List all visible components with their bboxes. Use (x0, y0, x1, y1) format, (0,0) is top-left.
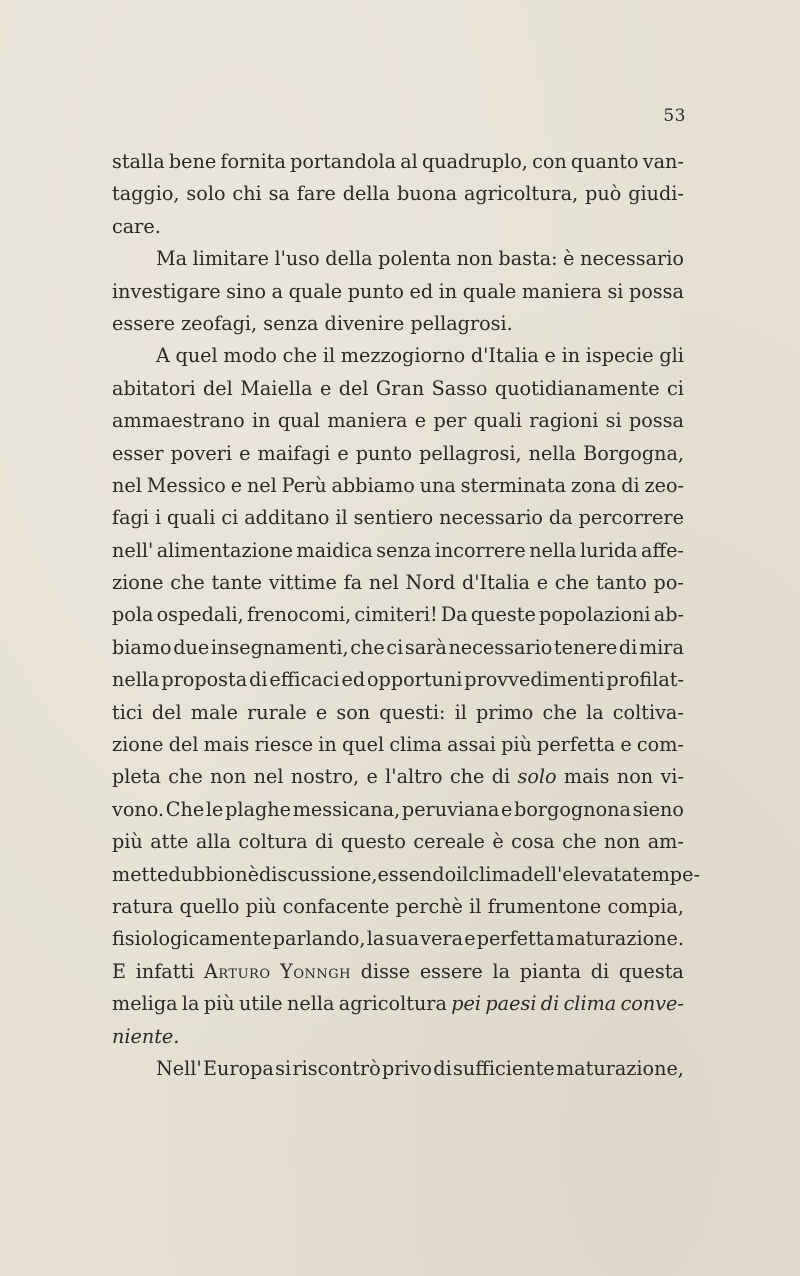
word: e (464, 927, 476, 951)
text-line (112, 794, 684, 826)
word: Da (440, 603, 468, 627)
word: zeo- (644, 473, 684, 497)
word: perfetta (476, 927, 555, 951)
word: frenocomi, (246, 603, 352, 627)
word: che (282, 344, 318, 368)
word: cosa (511, 830, 555, 854)
word: male (190, 700, 238, 724)
word: e (544, 344, 556, 368)
word: affe- (641, 538, 684, 562)
word: i (154, 506, 162, 530)
word: quali (473, 409, 522, 433)
text-line (112, 1021, 684, 1053)
word: questa (618, 959, 684, 983)
word: e (337, 441, 349, 465)
word: tempe- (632, 862, 700, 886)
word: ospedali, (156, 603, 244, 627)
text-line (112, 308, 684, 340)
word: provvedimenti (464, 668, 605, 692)
word: in (252, 409, 271, 433)
word: al (400, 150, 418, 173)
word: riscontrò (292, 1056, 381, 1080)
word: quadruplo, (421, 150, 528, 173)
word: quel (341, 733, 385, 757)
word: stalla (112, 150, 165, 173)
word: zione (112, 733, 164, 757)
word: e (414, 409, 427, 433)
word: esser (112, 441, 164, 465)
word: parlando, (272, 927, 366, 951)
text-line (112, 470, 684, 502)
word: confacente (282, 894, 390, 918)
word: essere (112, 311, 175, 335)
word: maidica (296, 538, 373, 562)
word: maniera (521, 279, 602, 303)
word: senza (376, 538, 432, 562)
word: in (561, 344, 581, 368)
word: E (112, 959, 127, 983)
word: il (456, 862, 469, 886)
text-line (112, 859, 700, 891)
word: Messico (146, 473, 226, 497)
word: perfetta (537, 733, 616, 757)
word: fagi (112, 506, 149, 530)
word: non (456, 247, 493, 271)
word: l'altro (385, 765, 443, 789)
word: nel (253, 765, 284, 789)
word: sentiero (353, 506, 434, 530)
word: rurale (247, 700, 307, 724)
word: che (168, 765, 203, 789)
word: mais (563, 765, 610, 789)
word: bene (168, 150, 217, 173)
word: proposta (161, 668, 248, 692)
word: fa (343, 571, 363, 595)
word: Arturo (203, 959, 271, 983)
word: che (350, 635, 385, 659)
word: è (492, 830, 504, 854)
word: fare (296, 182, 336, 206)
text-line (112, 373, 684, 405)
word: Nell' (156, 1056, 202, 1080)
word: nel (112, 473, 142, 497)
word: zeofagi, (181, 311, 258, 335)
word: biamo (112, 635, 172, 659)
word: abbiamo (331, 473, 415, 497)
word: additano (244, 506, 330, 530)
word: efficaci (269, 668, 340, 692)
word: limitare (192, 247, 269, 271)
word: qual (277, 409, 321, 433)
word: il (469, 894, 482, 918)
word: e (230, 473, 243, 497)
word: nell' (112, 538, 154, 562)
text-line (112, 243, 684, 275)
word: nella (528, 441, 577, 465)
word: e (366, 765, 378, 789)
word: di (621, 473, 640, 497)
word: coltura (238, 830, 308, 854)
word: elevata (562, 862, 633, 886)
word: di (433, 1056, 452, 1080)
word: dubbio (168, 862, 236, 886)
word: Perù (281, 473, 327, 497)
word: possa (628, 409, 684, 433)
word: ratura (112, 894, 174, 918)
word: vi- (660, 765, 684, 789)
word: pianta (519, 959, 582, 983)
word: portandola (290, 150, 397, 173)
text-line (112, 632, 684, 664)
word: riesce (254, 733, 314, 757)
word: il (322, 344, 336, 368)
word: ed (341, 668, 366, 692)
word: investigare (112, 279, 221, 303)
word: agricoltura, (463, 182, 579, 206)
word: quotidianamente (494, 376, 660, 400)
text-line (112, 535, 684, 567)
word: po- (653, 571, 684, 595)
word: polenta (378, 247, 452, 271)
word: questo (340, 830, 406, 854)
word: privo (382, 1056, 432, 1080)
word: che (449, 765, 485, 789)
word: sua (385, 927, 420, 951)
text-line (112, 340, 684, 372)
word: coltiva- (612, 700, 684, 724)
word: senza (263, 311, 319, 335)
word: am- (647, 830, 684, 854)
word: paesi (485, 992, 537, 1016)
word: Ma (156, 247, 188, 271)
text-line (112, 988, 684, 1020)
word: essendo (377, 862, 457, 886)
word: discussione, (258, 862, 378, 886)
word: Nord (405, 571, 456, 595)
word: di (249, 668, 268, 692)
word: che (542, 700, 577, 724)
word: buona (397, 182, 458, 206)
word: la (366, 927, 385, 951)
word: pola (112, 603, 154, 627)
word: poveri (170, 441, 232, 465)
word: giudi- (628, 182, 684, 206)
word: van- (642, 150, 684, 173)
word: la (181, 992, 200, 1016)
word: e (501, 797, 513, 821)
word: Borgogna, (583, 441, 684, 465)
word: più (203, 992, 235, 1016)
word: primo (475, 700, 534, 724)
word: fornita (220, 150, 286, 173)
page-number: 53 (663, 106, 686, 126)
word: a (271, 279, 284, 303)
word: tante (211, 571, 263, 595)
word: che (562, 830, 597, 854)
word: niente. (112, 1024, 180, 1048)
word: meliga (112, 992, 178, 1016)
word: con (532, 150, 567, 173)
text-line (112, 276, 684, 308)
word: gli (659, 344, 684, 368)
word: nostro, (290, 765, 360, 789)
word: la (492, 959, 511, 983)
word: tici (112, 700, 143, 724)
word: del (338, 376, 369, 400)
word: nella (112, 668, 160, 692)
word: agricoltura (338, 992, 447, 1016)
word: e (239, 441, 251, 465)
word: popolazioni (539, 603, 651, 627)
word: nella (286, 992, 335, 1016)
word: si (605, 409, 622, 433)
word: maifagi (257, 441, 331, 465)
word: maturazione, (555, 1056, 684, 1080)
word: Sasso (431, 376, 488, 400)
word: clima (563, 992, 617, 1016)
word: ci (386, 635, 404, 659)
word: percorrere (578, 506, 684, 530)
word: modo (223, 344, 277, 368)
word: care. (112, 214, 161, 238)
word: Yonngh (280, 959, 351, 983)
text-line (112, 211, 684, 243)
text-line (112, 178, 684, 210)
text-line (112, 923, 684, 955)
text-line (112, 1053, 684, 1085)
word: è (563, 247, 575, 271)
text-line (112, 891, 684, 923)
word: alimentazione (156, 538, 293, 562)
word: della (325, 247, 373, 271)
word: taggio, (112, 182, 180, 206)
word: ragioni (529, 409, 599, 433)
word: e (315, 700, 328, 724)
word: quel (175, 344, 218, 368)
word: vera (420, 927, 464, 951)
word: mais (203, 733, 250, 757)
word: il (454, 700, 467, 724)
text-line (112, 567, 684, 599)
word: pellagrosi, (419, 441, 522, 465)
text-line (112, 502, 684, 534)
word: infatti (135, 959, 195, 983)
word: non (604, 830, 641, 854)
word: cereale (413, 830, 485, 854)
word: di (491, 765, 511, 789)
word: messicana, (292, 797, 401, 821)
word: tenere (553, 635, 618, 659)
word: due (173, 635, 210, 659)
word: son (336, 700, 371, 724)
word: si (607, 279, 624, 303)
word: pellagrosi. (410, 311, 513, 335)
word: non (616, 765, 654, 789)
word: nel (368, 571, 399, 595)
word: maniera (327, 409, 408, 433)
word: del (168, 733, 199, 757)
word: ci (221, 506, 239, 530)
word: frumentone (487, 894, 602, 918)
word: non (210, 765, 247, 789)
word: clima (389, 733, 442, 757)
word: Europa (203, 1056, 274, 1080)
word: d'Italia (470, 344, 539, 368)
word: Gran (375, 376, 425, 400)
word: della (342, 182, 391, 206)
word: si (275, 1056, 292, 1080)
word: ci (667, 376, 684, 400)
word: in (438, 279, 458, 303)
text-line (112, 826, 684, 858)
word: abitatori (112, 376, 196, 400)
word: disse (360, 959, 411, 983)
word: dell' (521, 862, 563, 886)
word: insegnamenti, (210, 635, 349, 659)
word: mira (638, 635, 684, 659)
word: le (205, 797, 224, 821)
word: pei (451, 992, 482, 1016)
word: Maiella (240, 376, 313, 400)
word: sino (226, 279, 267, 303)
word: maturazione. (556, 927, 684, 951)
word: e (536, 571, 549, 595)
word: zona (570, 473, 617, 497)
word: A (156, 344, 170, 368)
word: profilat- (606, 668, 684, 692)
word: sarà (404, 635, 447, 659)
word: ispecie (585, 344, 654, 368)
word: del (203, 376, 233, 400)
word: nel (246, 473, 277, 497)
word: punto (347, 279, 404, 303)
word: quanto (570, 150, 639, 173)
word: di (618, 635, 638, 659)
word: necessario (439, 506, 543, 530)
word: plaghe (225, 797, 291, 821)
word: zione (112, 571, 164, 595)
word: questi: (379, 700, 446, 724)
word: nè (235, 862, 259, 886)
word: d'Italia (462, 571, 530, 595)
word: cimiteri! (354, 603, 438, 627)
word: nella (529, 538, 577, 562)
word: sterminata (460, 473, 567, 497)
word: di (590, 959, 610, 983)
text-line (112, 438, 684, 470)
word: sieno (632, 797, 684, 821)
word: e (319, 376, 332, 400)
word: la (586, 700, 604, 724)
word: lurida (580, 538, 638, 562)
word: necessario (580, 247, 684, 271)
word: in (318, 733, 337, 757)
text-line (112, 729, 684, 761)
word: basta: (498, 247, 558, 271)
word: perchè (395, 894, 463, 918)
word: com- (636, 733, 684, 757)
word: di (540, 992, 560, 1016)
word: di (314, 830, 334, 854)
word: una (419, 473, 456, 497)
word: punto (355, 441, 413, 465)
word: incorrere (434, 538, 526, 562)
word: può (585, 182, 622, 206)
word: solo (517, 765, 557, 789)
word: vittime (268, 571, 337, 595)
word: conve- (620, 992, 684, 1016)
text-line (112, 664, 684, 696)
word: Che (165, 797, 205, 821)
word: divenire (324, 311, 405, 335)
word: ed (409, 279, 434, 303)
word: per (433, 409, 467, 433)
word: il (335, 506, 348, 530)
word: solo (186, 182, 226, 206)
word: ab- (653, 603, 684, 627)
word: mezzogiorno (340, 344, 466, 368)
word: più (501, 733, 532, 757)
word: e (620, 733, 632, 757)
word: assai (447, 733, 496, 757)
text-line (112, 697, 684, 729)
word: chi (232, 182, 262, 206)
word: del (151, 700, 182, 724)
word: l'uso (274, 247, 320, 271)
word: clima (468, 862, 522, 886)
word: borgognona (514, 797, 631, 821)
text-line (112, 599, 684, 631)
word: più (245, 894, 277, 918)
word: da (548, 506, 573, 530)
word: quello (179, 894, 240, 918)
word: che (554, 571, 590, 595)
word: che (170, 571, 205, 595)
word: possa (628, 279, 684, 303)
word: necessario (448, 635, 553, 659)
word: vono. (112, 797, 165, 821)
word: alla (195, 830, 231, 854)
word: utile (238, 992, 283, 1016)
word: quale (288, 279, 343, 303)
word: fisiologicamente (112, 927, 272, 951)
word: pleta (112, 765, 161, 789)
word: sa (268, 182, 290, 206)
word: peruviana (401, 797, 500, 821)
word: tanto (596, 571, 647, 595)
text-line (112, 761, 684, 793)
text-line (112, 956, 684, 988)
text-line (112, 405, 684, 437)
word: essere (419, 959, 483, 983)
word: più (112, 830, 143, 854)
word: queste (470, 603, 536, 627)
word: quali (167, 506, 216, 530)
word: atte (150, 830, 189, 854)
word: opportuni (367, 668, 463, 692)
word: compia, (607, 894, 684, 918)
word: sufficiente (453, 1056, 555, 1080)
body-text (112, 146, 700, 1085)
text-line (112, 146, 684, 178)
word: quale (462, 279, 517, 303)
word: ammaestrano (112, 409, 245, 433)
word: mette (112, 862, 169, 886)
